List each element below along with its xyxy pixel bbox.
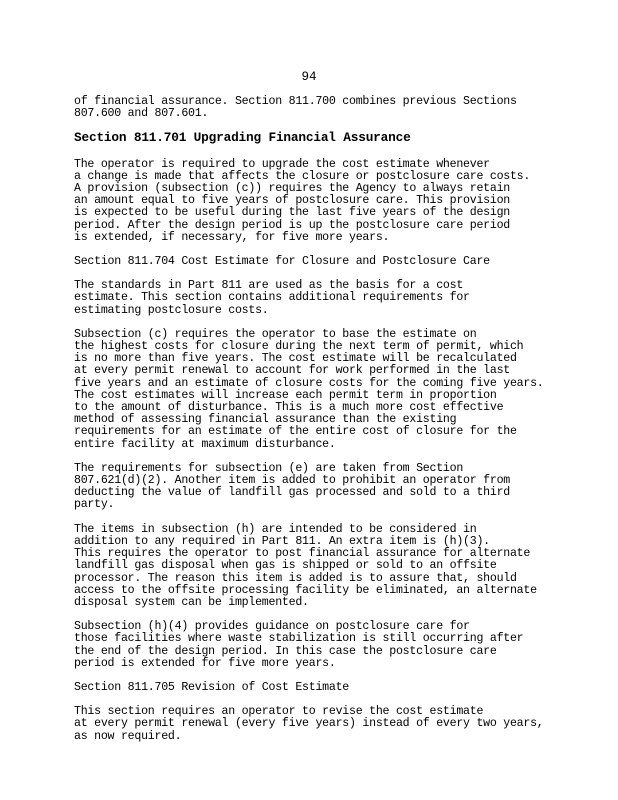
paragraph-subsection-h4: Subsection (h)(4) provides guidance on postclosure care for those facilities where waste stabilization is still occurring after the end of the design period. In this case the postclosure care period is extended for five more years. [74, 620, 524, 670]
paragraph-revision: This section requires an operator to revise the cost estimate at every permit renewal (every five years) instead of every two years, as now required. [74, 705, 544, 743]
paragraph-subsection-h: The items in subsection (h) are intended to be considered in addition to any required in Part 811. An extra item is (h)(3). This requires the operator to post financial assurance for alternate landfill gas disposal when gas is shipped or sold to an offsite processor. The reason this item is added is to assure that, should access to the offsite processing facility be eliminated, an alternate disposal system can be implemented. [74, 522, 537, 609]
paragraph-subsection-c: Subsection (c) requires the operator to base the estimate on the highest costs for closure during the next term of permit, which is no more than five years. The cost estimate will be recalculated at every permit renewal to account for work performed in the last five years and an estimate of closure costs for the coming five years. The cost estimates will increase each permit term in proportion to the amount of disturbance. This is a much more cost effective method of assessing financial assurance than the existing requirements for an estimate of the entire cost of closure for the entire facility at maximum disturbance. [74, 327, 544, 451]
section-title-811-705: Section 811.705 Revision of Cost Estimate [74, 680, 350, 694]
paragraph-standards: The standards in Part 811 are used as the basis for a cost estimate. This section contains additional requirements for estimating postclosure costs. [74, 279, 470, 317]
section-title-811-704: Section 811.704 Cost Estimate for Closure and Postclosure Care [74, 255, 490, 269]
page-number: 94 [301, 70, 317, 84]
heading-section-811-701: Section 811.701 Upgrading Financial Assurance [74, 130, 411, 146]
document-body [74, 96, 554, 755]
paragraph-subsection-e: The requirements for subsection (e) are taken from Section 807.621(d)(2). Another item is added to prohibit an operator from deducting the value of landfill gas processed and sold to a third party. [74, 461, 510, 512]
paragraph-assurance-intro: of financial assurance. Section 811.700 combines previous Sections 807.600 and 807.601. [74, 95, 517, 121]
paragraph-upgrading: The operator is required to upgrade the cost estimate whenever a change is made that affects the closure or postclosure care costs. A provision (subsection (c)) requires the Agency to always retain an amount equal to five years of postclosure care. This provision is expected to be useful during the last five years of the design period. After the design period is up the postclosure care period is extended, if necessary, for five more years. [74, 157, 531, 244]
